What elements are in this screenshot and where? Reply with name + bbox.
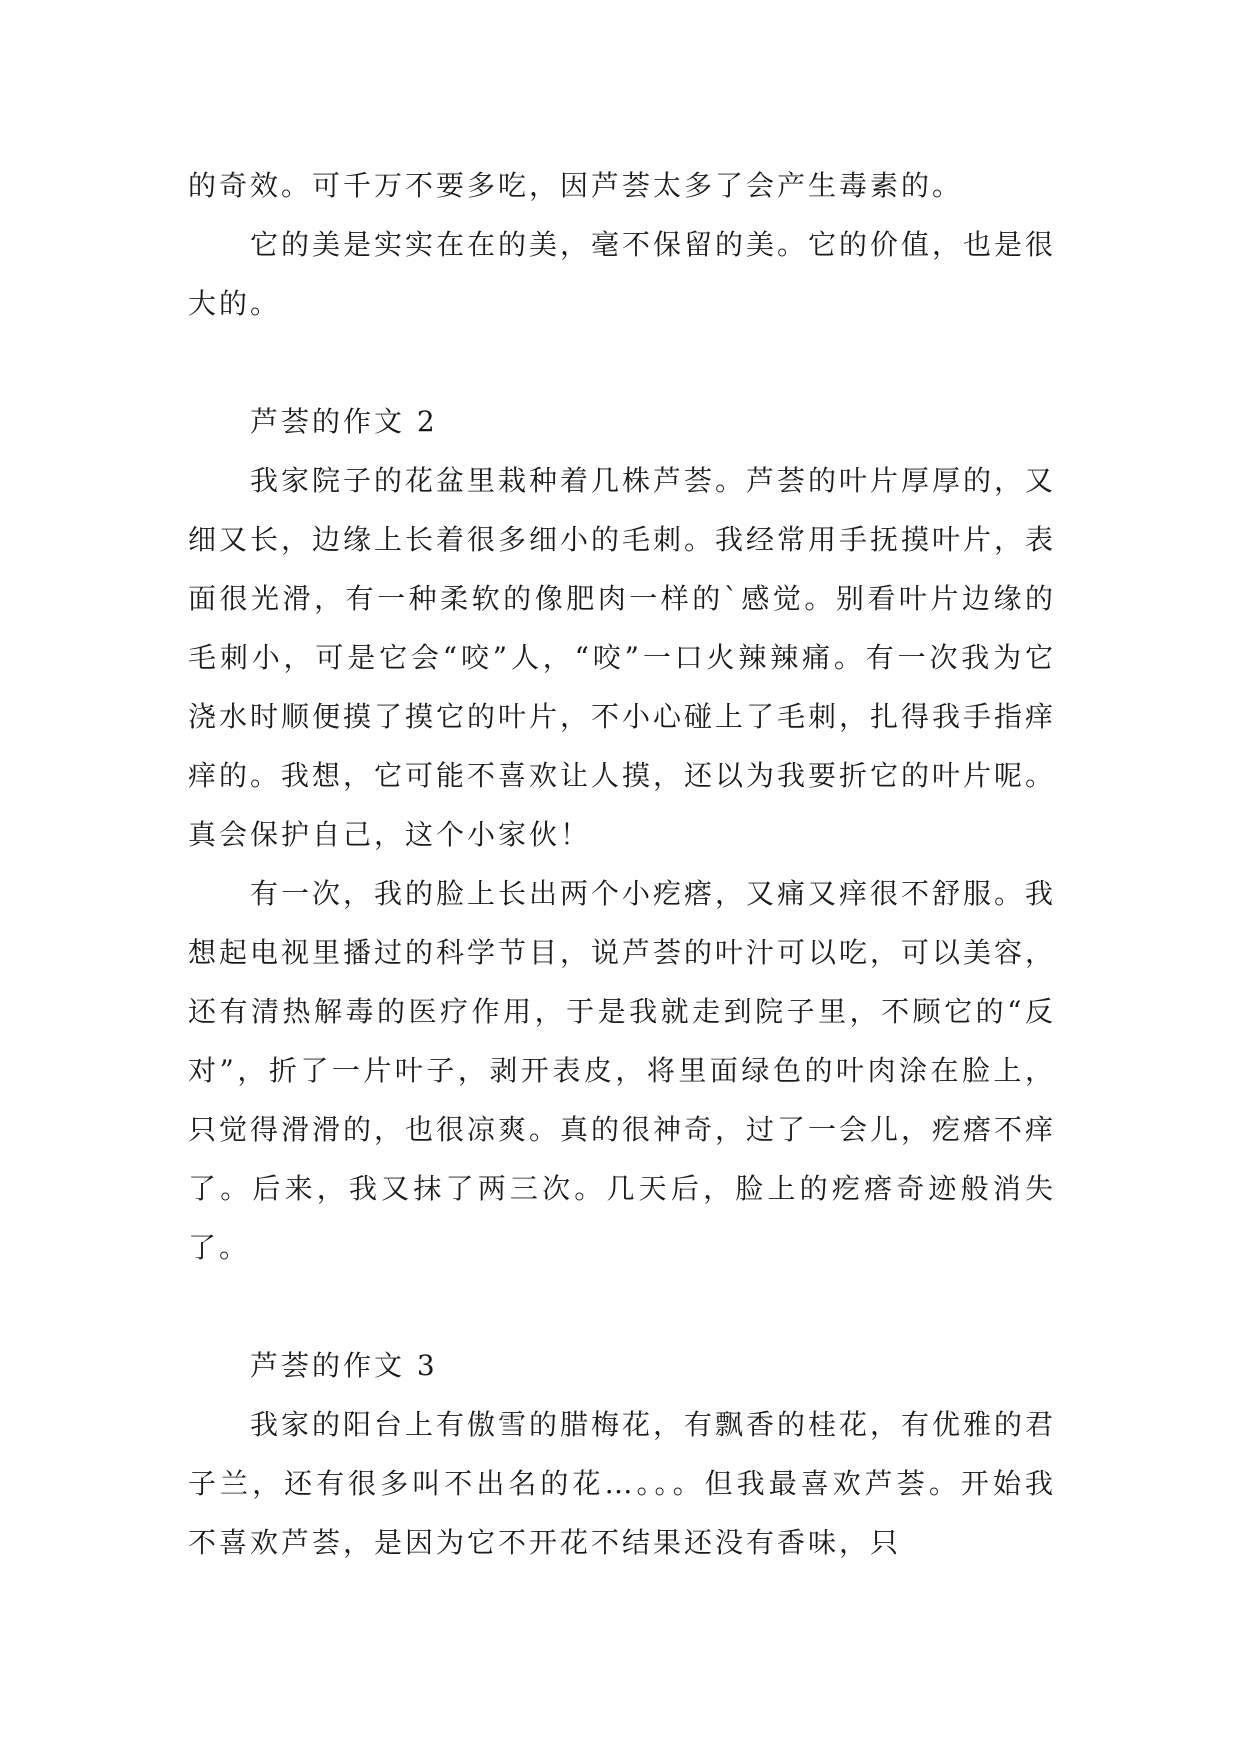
document-body [188, 156, 1056, 1572]
section-title-3: 芦荟的作文 3 [250, 1349, 438, 1382]
section-gap [188, 1277, 1056, 1336]
paragraph: 有一次，我的脸上长出两个小疙瘩，又痛又痒很不舒服。我想起电视里播过的科学节目，说芦荟的叶汁可以吃，可以美容，还有清热解毒的医疗作用，于是我就走到院子里，不顾它的“反对”，折了一片叶子，剥开表皮，将里面绿色的叶肉涂在脸上，只觉得滑滑的，也很凉爽。真的很神奇，过了一会儿，疙瘩不痒了。后来，我又抹了两三次。几天后，脸上的疙瘩奇迹般消失了。 [188, 877, 1057, 1264]
paragraph: 我家院子的花盆里栽种着几株芦荟。芦荟的叶片厚厚的，又细又长，边缘上长着很多细小的毛刺。我经常用手抚摸叶片，表面很光滑，有一种柔软的像肥肉一样的`感觉。别看叶片边缘的毛刺小，可是它会“咬”人，“咬”一口火辣辣痛。有一次我为它浇水时顺便摸了摸它的叶片，不小心碰上了毛刺，扎得我手指痒痒的。我想，它可能不喜欢让人摸，还以为我要折它的叶片呢。真会保护自己，这个小家伙！ [188, 464, 1057, 851]
paragraph: 我家的阳台上有傲雪的腊梅花，有飘香的桂花，有优雅的君子兰，还有很多叫不出名的花…。。。但我最喜欢芦荟。开始我不喜欢芦荟，是因为它不开花不结果还没有香味，只 [188, 1408, 1057, 1559]
paragraph: 它的美是实实在在的美，毫不保留的美。它的价值，也是很大的。 [188, 228, 1057, 320]
section-title-2: 芦荟的作文 2 [250, 405, 438, 438]
paragraph-continued: 的奇效。可千万不要多吃，因芦荟太多了会产生毒素的。 [188, 169, 964, 202]
section-gap [188, 333, 1056, 392]
